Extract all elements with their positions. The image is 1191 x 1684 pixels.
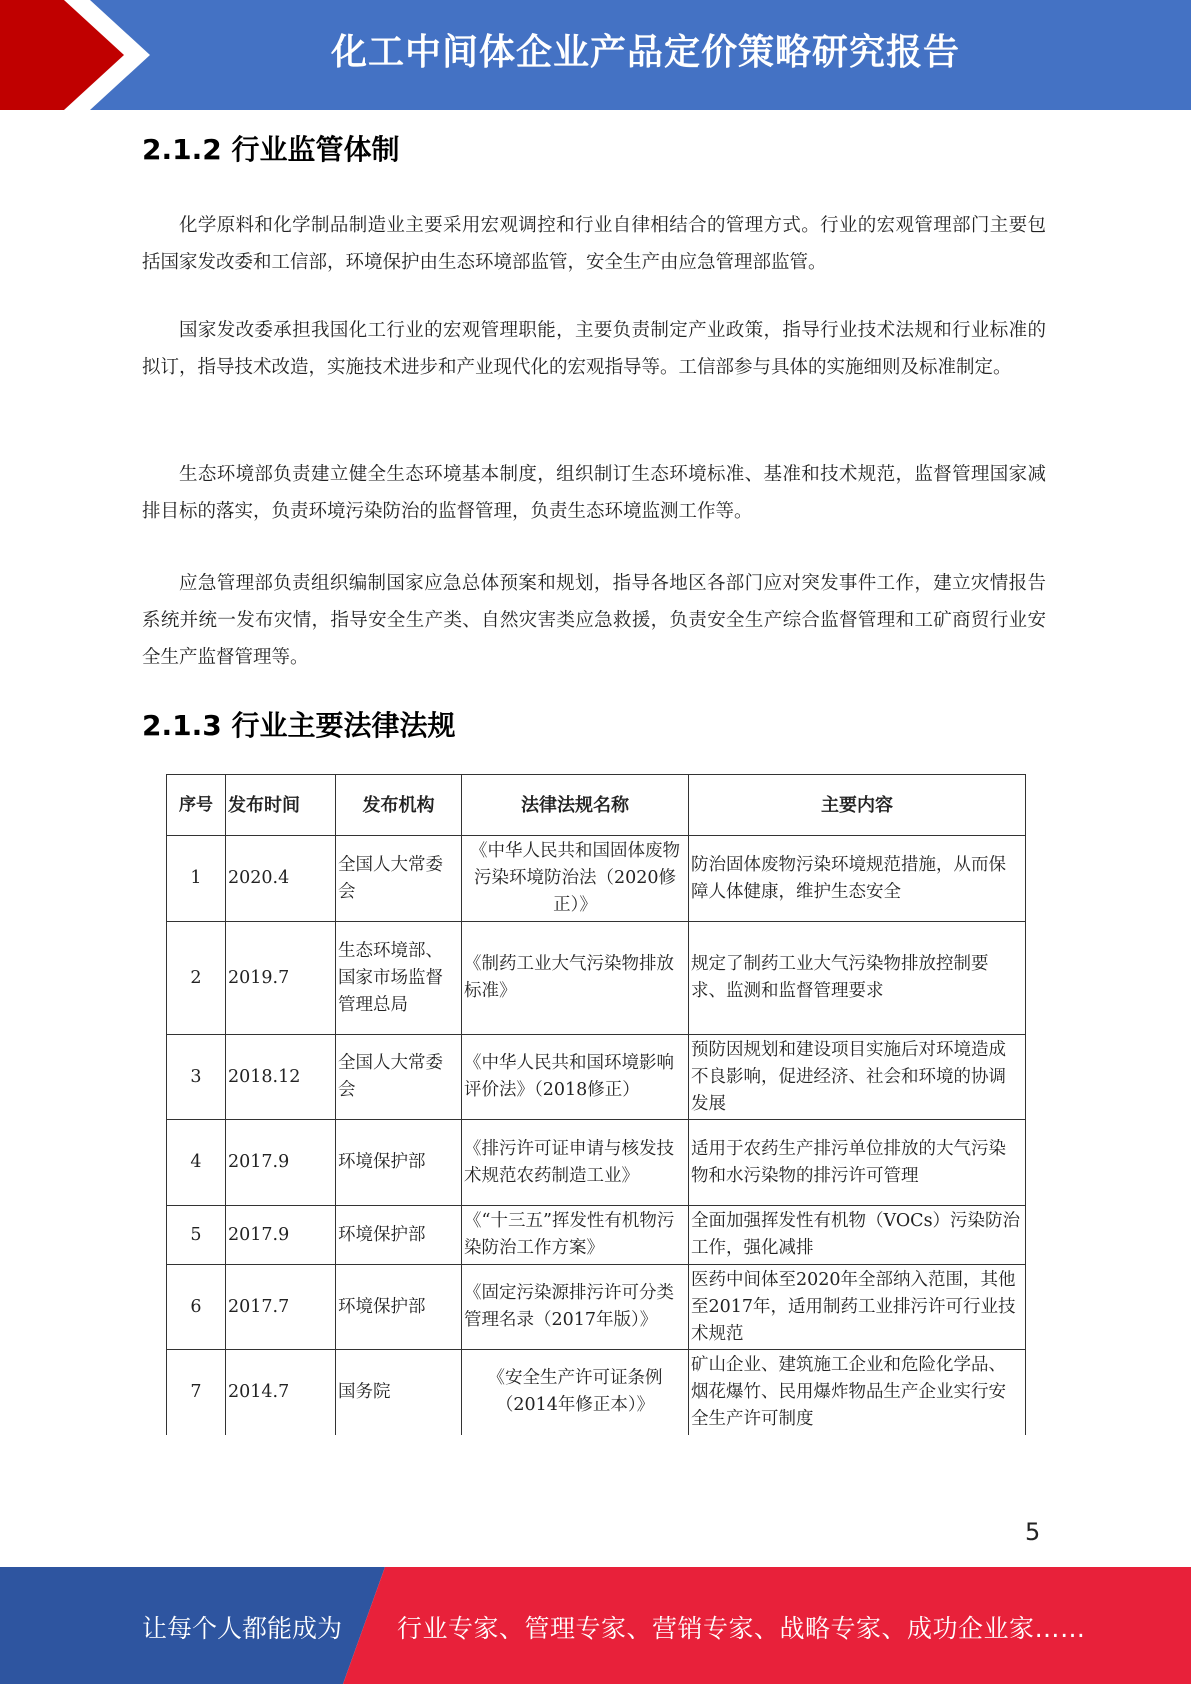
- chevron-arrow-icon: [0, 0, 150, 110]
- cell-org: 生态环境部、国家市场监督管理总局: [336, 922, 462, 1035]
- cell-name: 《固定污染源排污许可分类管理名录（2017年版）》: [462, 1265, 689, 1350]
- footer-slogan-right: 行业专家、管理专家、营销专家、战略专家、成功企业家……: [397, 1614, 1086, 1643]
- cell-content: 矿山企业、建筑施工企业和危险化学品、烟花爆竹、民用爆炸物品生产企业实行安全生产许可制度: [689, 1350, 1026, 1435]
- cell-date: 2019.7: [226, 922, 336, 1035]
- paragraph: 化学原料和化学制品制造业主要采用宏观调控和行业自律相结合的管理方式。行业的宏观管理部门主要包括国家发改委和工信部，环境保护由生态环境部监管，安全生产由应急管理部监管。: [142, 215, 1046, 273]
- column-header-name: 法律法规名称: [462, 775, 689, 836]
- cell-no: 6: [167, 1265, 226, 1350]
- cell-org: 全国人大常委会: [336, 836, 462, 922]
- cell-content: 规定了制药工业大气污染物排放控制要求、监测和监督管理要求: [689, 922, 1026, 1035]
- table-row: [167, 836, 1026, 922]
- cell-org: 环境保护部: [336, 1265, 462, 1350]
- table-header-row: [167, 775, 1026, 836]
- cell-name: 《中华人民共和国固体废物污染环境防治法（2020修正）》: [462, 836, 689, 922]
- cell-name: 《制药工业大气污染物排放标准》: [462, 922, 689, 1035]
- cell-name: 《“十三五”挥发性有机物污染防治工作方案》: [462, 1206, 689, 1265]
- table-row: [167, 1265, 1026, 1350]
- cell-no: 7: [167, 1350, 226, 1435]
- cell-name: 《安全生产许可证条例（2014年修正本）》: [462, 1350, 689, 1435]
- cell-date: 2017.7: [226, 1265, 336, 1350]
- cell-date: 2017.9: [226, 1206, 336, 1265]
- cell-no: 5: [167, 1206, 226, 1265]
- cell-org: 国务院: [336, 1350, 462, 1435]
- footer-slogan-left: 让每个人都能成为: [142, 1614, 343, 1643]
- table-row: [167, 1035, 1026, 1120]
- column-header-content: 主要内容: [689, 775, 1026, 836]
- section-heading-2-1-2: 2.1.2 行业监管体制: [142, 133, 400, 166]
- cell-no: 3: [167, 1035, 226, 1120]
- laws-regulations-table: [166, 774, 1026, 1435]
- cell-org: 环境保护部: [336, 1120, 462, 1206]
- paragraph: 国家发改委承担我国化工行业的宏观管理职能，主要负责制定产业政策，指导行业技术法规和行业标准的拟订，指导技术改造，实施技术进步和产业现代化的宏观指导等。工信部参与具体的实施细则及标准制定。: [142, 320, 1046, 378]
- cell-content: 防治固体废物污染环境规范措施，从而保障人体健康，维护生态安全: [689, 836, 1026, 922]
- table-row: [167, 1120, 1026, 1206]
- cell-name: 《中华人民共和国环境影响评价法》（2018修正）: [462, 1035, 689, 1120]
- cell-no: 1: [167, 836, 226, 922]
- cell-org: 环境保护部: [336, 1206, 462, 1265]
- table-row: [167, 1206, 1026, 1265]
- footer-banner: [0, 1567, 1191, 1684]
- cell-content: 适用于农药生产排污单位排放的大气污染物和水污染物的排污许可管理: [689, 1120, 1026, 1206]
- cell-date: 2020.4: [226, 836, 336, 922]
- cell-date: 2018.12: [226, 1035, 336, 1120]
- cell-no: 4: [167, 1120, 226, 1206]
- header-banner: [0, 0, 1191, 110]
- cell-content: 全面加强挥发性有机物（VOCs）污染防治工作，强化减排: [689, 1206, 1026, 1265]
- paragraph: 应急管理部负责组织编制国家应急总体预案和规划，指导各地区各部门应对突发事件工作，建立灾情报告系统并统一发布灾情，指导安全生产类、自然灾害类应急救援，负责安全生产综合监督管理和工矿商贸行业安全生产监督管理等。: [142, 573, 1046, 668]
- column-header-org: 发布机构: [336, 775, 462, 836]
- cell-date: 2017.9: [226, 1120, 336, 1206]
- cell-content: 预防因规划和建设项目实施后对环境造成不良影响，促进经济、社会和环境的协调发展: [689, 1035, 1026, 1120]
- column-header-no: 序号: [167, 775, 226, 836]
- column-header-date: 发布时间: [226, 775, 336, 836]
- cell-name: 《排污许可证申请与核发技术规范农药制造工业》: [462, 1120, 689, 1206]
- cell-no: 2: [167, 922, 226, 1035]
- report-title: 化工中间体企业产品定价策略研究报告: [330, 32, 960, 73]
- section-heading-2-1-3: 2.1.3 行业主要法律法规: [142, 709, 456, 742]
- table-row: [167, 922, 1026, 1035]
- table-row: [167, 1350, 1026, 1435]
- page-number: 5: [1025, 1518, 1041, 1546]
- cell-org: 全国人大常委会: [336, 1035, 462, 1120]
- paragraph: 生态环境部负责建立健全生态环境基本制度，组织制订生态环境标准、基准和技术规范，监督管理国家减排目标的落实，负责环境污染防治的监督管理，负责生态环境监测工作等。: [142, 464, 1046, 522]
- cell-content: 医药中间体至2020年全部纳入范围，其他至2017年，适用制药工业排污许可行业技术规范: [689, 1265, 1026, 1350]
- cell-date: 2014.7: [226, 1350, 336, 1435]
